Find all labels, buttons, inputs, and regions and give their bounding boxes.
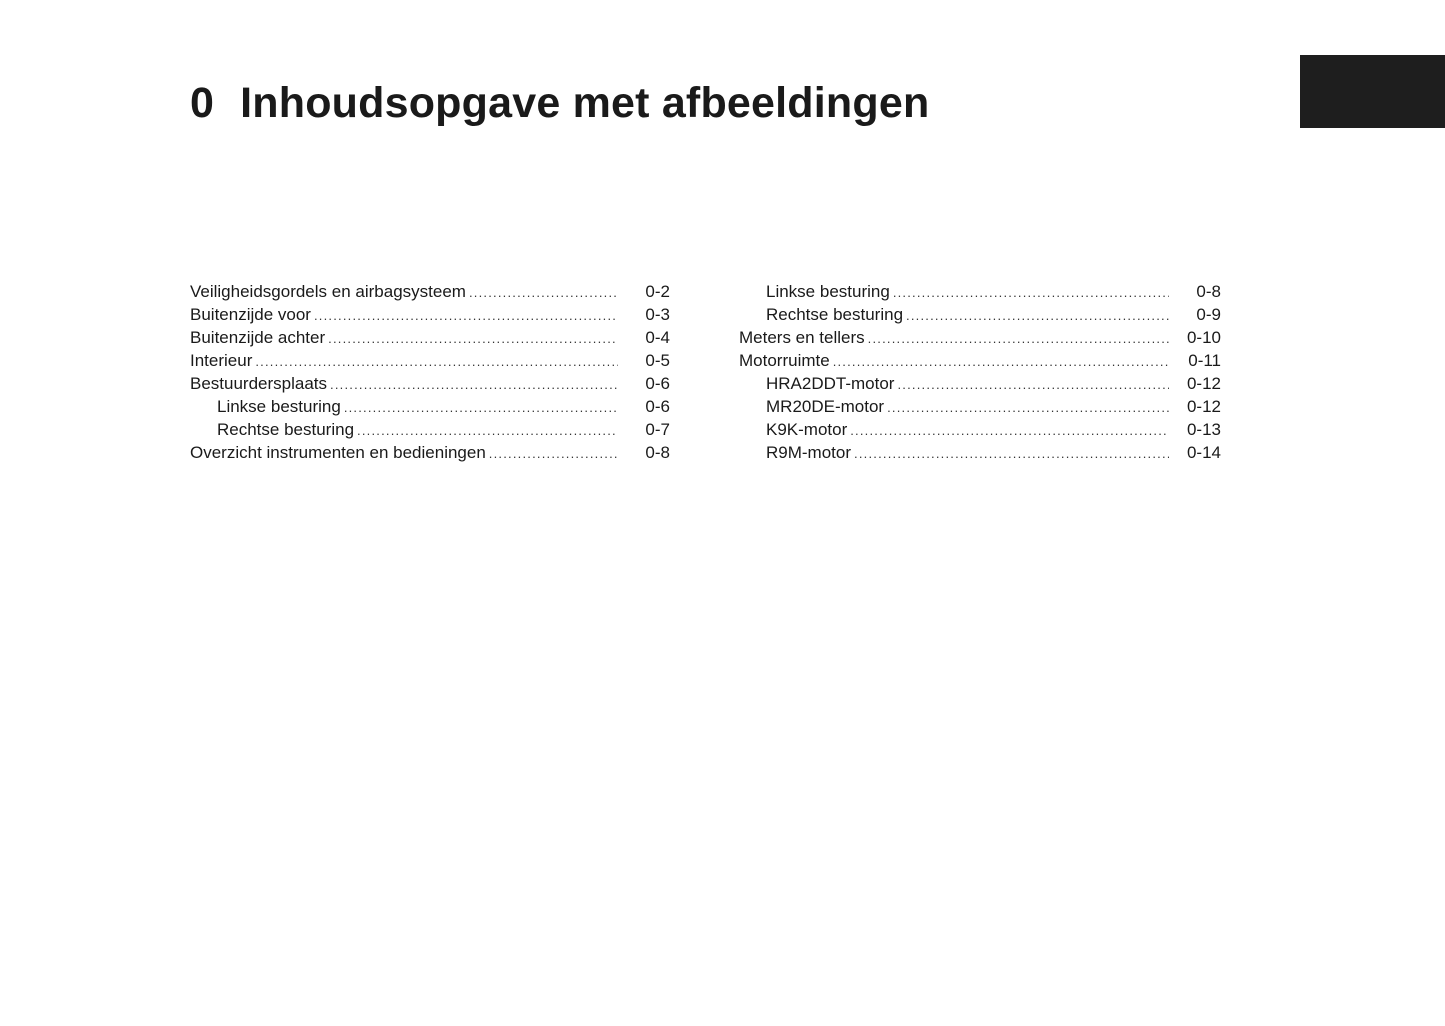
toc-entry[interactable]: [190, 441, 670, 464]
toc-entry-page: 0-2: [645, 282, 670, 301]
toc-dot-leader: [344, 396, 618, 419]
toc-entry[interactable]: [190, 395, 670, 418]
chapter-number: 0: [190, 79, 215, 127]
toc-entry-label: Linkse besturing: [217, 397, 341, 416]
toc-entry-label: MR20DE-motor: [766, 397, 885, 416]
toc-entry-label: Rechtse besturing: [217, 420, 355, 439]
toc-entry[interactable]: [739, 418, 1221, 441]
toc-entry[interactable]: [739, 303, 1221, 326]
toc-entry[interactable]: [739, 395, 1221, 418]
toc-dot-leader: [255, 350, 618, 373]
toc-dot-leader: [314, 304, 618, 327]
toc-entry[interactable]: [739, 441, 1221, 464]
toc-dot-leader: [906, 304, 1169, 327]
toc-entry[interactable]: [739, 372, 1221, 395]
toc-entry[interactable]: [739, 326, 1221, 349]
toc-dot-leader: [854, 442, 1169, 465]
toc-dot-leader: [330, 373, 618, 396]
toc-entry-label: Buitenzijde achter: [190, 328, 326, 347]
toc-entry-label: K9K-motor: [766, 420, 848, 439]
toc-entry[interactable]: [190, 303, 670, 326]
toc-column-left: [190, 280, 670, 464]
toc-dot-leader: [328, 327, 618, 350]
toc-dot-leader: [357, 419, 618, 442]
toc-entry[interactable]: [190, 418, 670, 441]
toc-dot-leader: [868, 327, 1169, 350]
toc-dot-leader: [887, 396, 1169, 419]
toc-entry[interactable]: [190, 372, 670, 395]
toc-entry-page: 0-7: [645, 420, 670, 439]
toc-entry-label: Rechtse besturing: [766, 305, 904, 324]
toc-entry-page: 0-13: [1186, 420, 1221, 439]
toc-dot-leader: [833, 350, 1169, 373]
toc-entry-page: 0-4: [645, 328, 670, 347]
toc-dot-leader: [489, 442, 618, 465]
page-title: [190, 78, 929, 128]
toc-dot-leader: [850, 419, 1169, 442]
toc-entry-page: 0-12: [1186, 374, 1221, 393]
toc-entry-page: 0-8: [645, 443, 670, 462]
toc-entry-page: 0-5: [645, 351, 670, 370]
toc-entry-page: 0-12: [1186, 397, 1221, 416]
toc-entry-label: Interieur: [190, 351, 253, 370]
toc-entry[interactable]: [190, 349, 670, 372]
toc-dot-leader: [897, 373, 1169, 396]
toc-dot-leader: [469, 281, 618, 304]
toc-entry-page: 0-14: [1186, 443, 1221, 462]
toc-entry-page: 0-11: [1188, 351, 1221, 370]
toc-dot-leader: [893, 281, 1169, 304]
toc-entry-page: 0-9: [1196, 305, 1221, 324]
toc-entry-label: R9M-motor: [766, 443, 852, 462]
chapter-tab: [1300, 55, 1445, 128]
toc-entry-label: Overzicht instrumenten en bedieningen: [190, 443, 486, 462]
page-title-text: Inhoudsopgave met afbeeldingen: [240, 79, 930, 127]
toc-entry-page: 0-6: [645, 374, 670, 393]
toc-entry[interactable]: [190, 326, 670, 349]
toc-entry-page: 0-6: [645, 397, 670, 416]
toc-entry-label: Motorruimte: [739, 351, 830, 370]
toc-entry-label: Linkse besturing: [766, 282, 890, 301]
toc-entry-page: 0-10: [1186, 328, 1221, 347]
toc-entry-page: 0-8: [1196, 282, 1221, 301]
toc-entry[interactable]: [739, 280, 1221, 303]
toc-entry-page: 0-3: [645, 305, 670, 324]
toc-column-right: [739, 280, 1221, 464]
toc-entry-label: HRA2DDT-motor: [766, 374, 895, 393]
toc-entry-label: Meters en tellers: [739, 328, 865, 347]
toc-entry[interactable]: [190, 280, 670, 303]
toc-entry-label: Veiligheidsgordels en airbagsysteem: [190, 282, 466, 301]
toc-entry[interactable]: [739, 349, 1221, 372]
toc-entry-label: Bestuurdersplaats: [190, 374, 328, 393]
toc-entry-label: Buitenzijde voor: [190, 305, 311, 324]
